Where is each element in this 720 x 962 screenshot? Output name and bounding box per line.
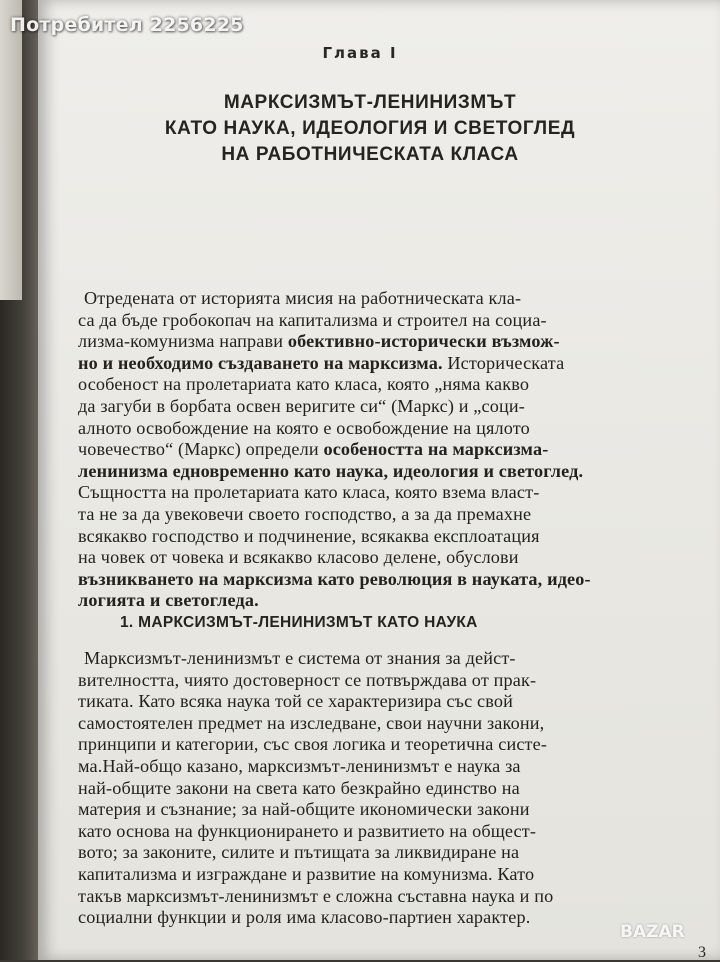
- text-line: като основа на функционирането и развитието на общест-: [78, 820, 537, 841]
- title-line: МАРКСИЗМЪТ-ЛЕНИНИЗМЪТ: [223, 92, 517, 113]
- text-line: са да бъде гробокопач на капитализма и строител на социа-: [78, 309, 547, 330]
- user-watermark: Потребител 2256225: [10, 14, 244, 36]
- chapter-title: [130, 90, 610, 168]
- section-paragraph: [78, 648, 638, 929]
- text-line: логията и светогледа.: [78, 590, 259, 611]
- title-line: КАТО НАУКА, ИДЕОЛОГИЯ И СВЕТОГЛЕД: [164, 118, 576, 139]
- text-line: най-общите закони на света като безкрайно единство на: [78, 777, 520, 798]
- chapter-label: Глава I: [322, 44, 398, 62]
- text-line: ленинизма едновременно като наука, идеология и светоглед.: [78, 460, 584, 481]
- text-line: Марксизмът-ленинизмът е система от знания за дейст-: [84, 648, 516, 668]
- section-heading: 1. МАРКСИЗМЪТ-ЛЕНИНИЗМЪТ КАТО НАУКА: [120, 614, 478, 631]
- text-line: самостоятелен предмет на изследване, свои научни закони,: [78, 712, 545, 733]
- text-line: алното освобождение на която е освобождение на цялото: [78, 417, 530, 438]
- text-line: принципи и категории, със своя логика и теоретична систе-: [78, 734, 548, 755]
- text-line: материя и съзнание; за най-общите икономически закони: [78, 799, 530, 820]
- text-line: социални функции и роля има класово-партиен характер.: [78, 907, 531, 928]
- title-line: НА РАБОТНИЧЕСКАТА КЛАСА: [221, 144, 519, 165]
- intro-paragraph: [78, 288, 638, 612]
- text-line: ма.Най-общо казано, марксизмът-ленинизмът е наука за: [78, 755, 521, 776]
- page-number: 3: [698, 944, 706, 961]
- bazar-logo: BAZAR: [620, 922, 685, 942]
- text-line: лизма-комунизма направи обективно-исторически възмож-: [78, 331, 560, 352]
- text-line: особеност на пролетариата като класа, която „няма какво: [78, 374, 530, 395]
- text-line: да загуби в борбата освен веригите си“ (Маркс) и „соци-: [78, 395, 525, 416]
- text-line: та не за да увековечи своето господство, а за да премахне: [78, 503, 532, 524]
- text-line: всякакво господство и подчинение, всякаква експлоатация: [78, 525, 540, 546]
- text-line: но и необходимо създаването на марксизма. Историческата: [78, 352, 565, 373]
- text-line: Същността на пролетариата като класа, която взема власт-: [78, 482, 540, 503]
- text-line: капитализма и изграждане и развитие на комунизма. Като: [78, 863, 535, 884]
- text-line: тиката. Като всяка наука той се характеризира със свой: [78, 691, 513, 712]
- text-line: такъв марксизмът-ленинизмът е сложна съставна наука и по: [78, 885, 554, 906]
- text-line: вото; за законите, силите и пътищата за ликвидиране на: [78, 842, 520, 863]
- text-line: възникването на марксизма като революция в науката, идео-: [78, 568, 591, 589]
- text-line: човечество“ (Маркс) определи особеността на марксизма-: [78, 439, 549, 460]
- text-line: Отредената от историята мисия на работническата кла-: [84, 288, 522, 308]
- text-line: на човек от човека и всякакво класово делене, обуслови: [78, 547, 519, 568]
- text-line: вителността, чиято достоверност се потвърждава от прак-: [78, 669, 537, 690]
